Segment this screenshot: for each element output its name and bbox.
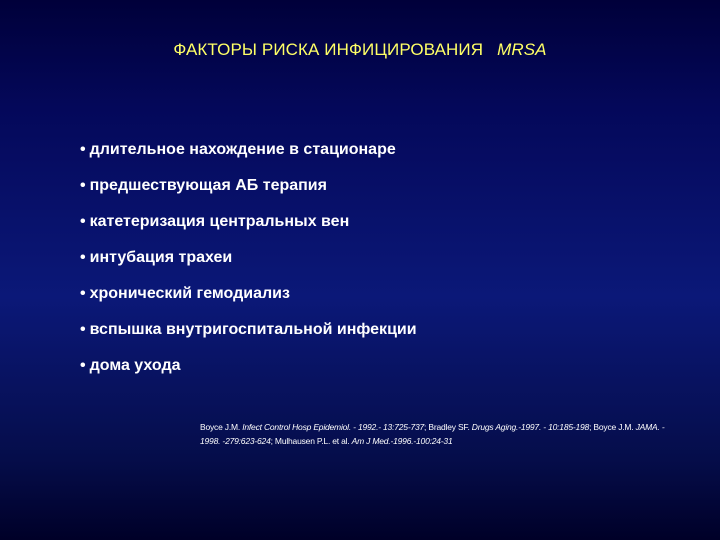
slide-title-text: ФАКТОРЫ РИСКА ИНФИЦИРОВАНИЯ	[173, 40, 484, 59]
bullet-marker: •	[80, 177, 86, 194]
bullet-marker: •	[80, 249, 86, 266]
reference-journal: Am J Med.-1996.-100:24-31	[351, 436, 453, 446]
list-item-text: предшествующая АБ терапия	[89, 177, 327, 194]
bullet-marker: •	[80, 285, 86, 302]
list-item	[80, 174, 417, 210]
list-item-text: интубация трахеи	[89, 249, 233, 266]
list-item	[80, 210, 417, 246]
reference-journal: JAMA. - 1998. -279:623-624	[200, 422, 665, 446]
list-item	[80, 246, 417, 282]
bullet-marker: •	[80, 357, 86, 374]
list-item-text: дома ухода	[89, 357, 181, 374]
bullet-marker: •	[80, 321, 86, 338]
list-item	[80, 138, 417, 174]
list-item	[80, 354, 417, 390]
reference-separator: ; Bradley SF.	[424, 422, 472, 432]
reference-journal: Drugs Aging.-1997. - 10:185-198	[471, 422, 590, 432]
reference-journal: Infect Control Hosp Epidemiol. - 1992.- 13:725-737	[242, 422, 425, 432]
bullet-marker: •	[80, 213, 86, 230]
list-item-text: вспышка внутригоспитальной инфекции	[89, 321, 417, 338]
list-item	[80, 318, 417, 354]
bullet-marker: •	[80, 141, 86, 158]
reference-separator: ; Boyce J.M.	[589, 422, 636, 432]
list-item-text: хронический гемодиализ	[89, 285, 290, 302]
reference-separator: ; Mulhausen P.L. et al.	[270, 436, 352, 446]
list-item-text: катетеризация центральных вен	[89, 213, 350, 230]
reference-author: Boyce J.M.	[200, 422, 243, 432]
slide-title-accent: MRSA	[497, 40, 547, 59]
references	[200, 420, 670, 448]
list-item	[80, 282, 417, 318]
slide-title	[0, 40, 720, 60]
list-item-text: длительное нахождение в стационаре	[89, 141, 396, 158]
risk-factor-list	[80, 138, 417, 390]
